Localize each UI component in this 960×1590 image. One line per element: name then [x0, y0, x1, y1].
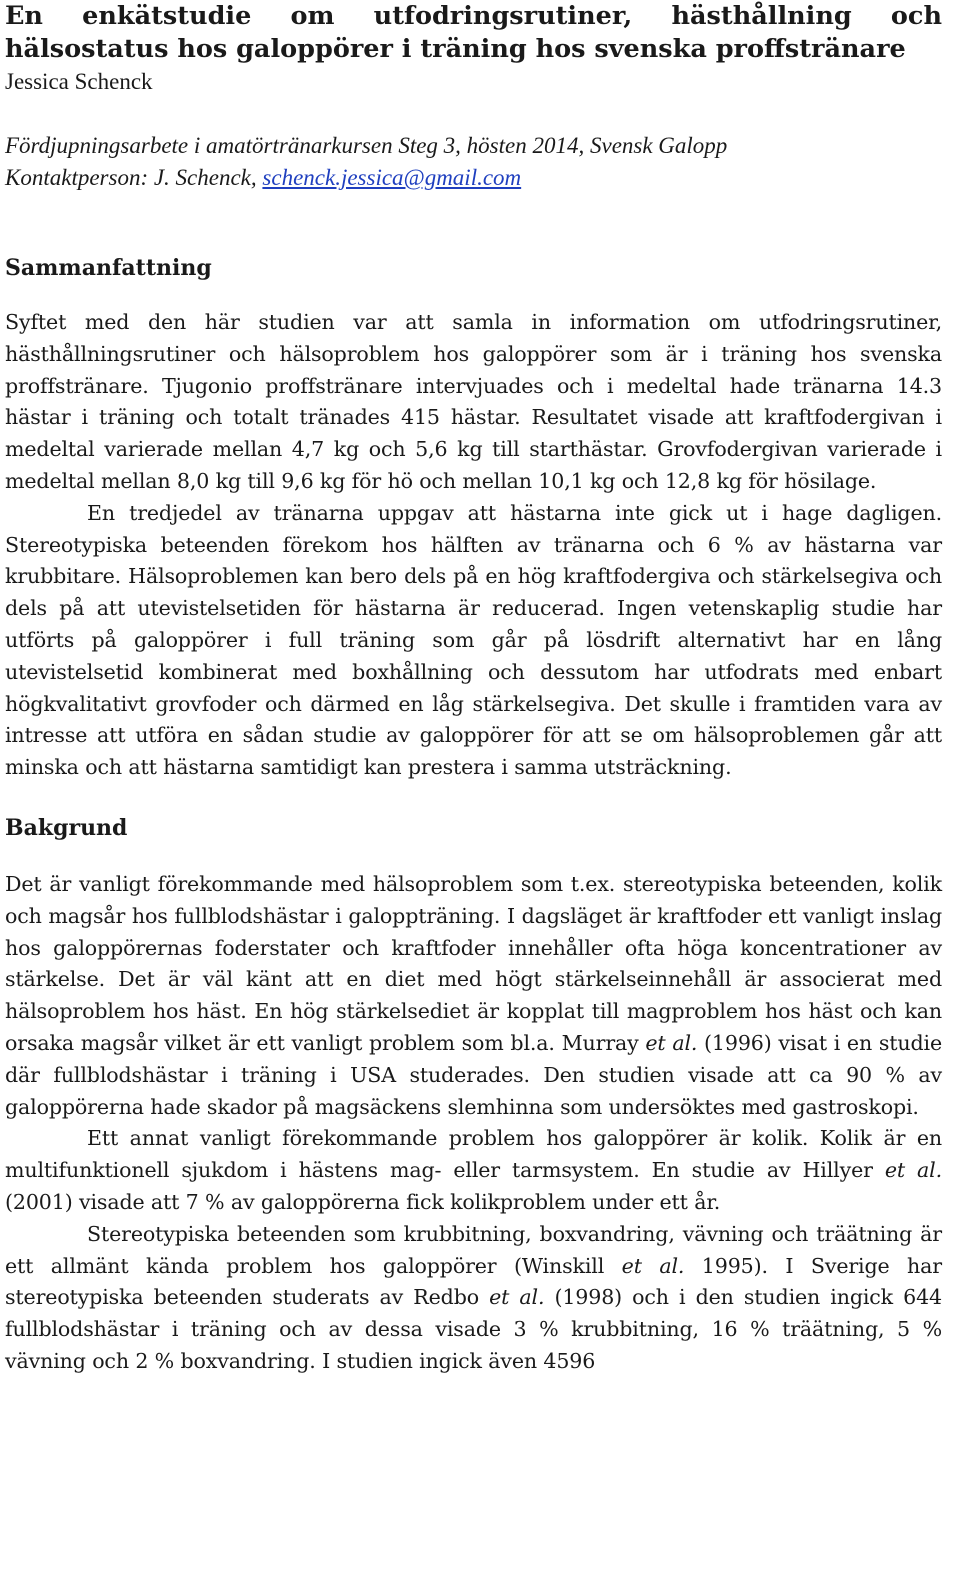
- background-paragraph-3: [5, 1219, 942, 1378]
- author-name: Jessica Schenck: [5, 69, 153, 94]
- document-page: [5, 0, 942, 1378]
- background-paragraph-1: [5, 869, 942, 1123]
- bg-p2-text-a: Ett annat vanligt förekommande problem hos galoppörer är kolik. Kolik är en multifunktionell sjukdom i hästens mag- eller tarmsystem. En studie av Hillyer: [5, 1126, 942, 1183]
- document-title: [5, 0, 942, 66]
- bg-p2-text-b: (2001) visade att 7 % av galoppörerna fick kolikproblem under ett år.: [5, 1189, 721, 1214]
- bg-p3-text-a: Stereotypiska beteenden som krubbitning, boxvandring, vävning och träätning är ett allmänt kända problem hos galoppörer (Winskill: [5, 1221, 942, 1278]
- summary-paragraph-1: Syftet med den här studien var att samla in information om utfodringsrutiner, hästhållningsrutiner och hälsoproblem hos galoppörer som är i träning hos svenska proffstränare. Tjugonio proffstränare intervjuades och i medeltal hade tränarna 14.3 hästar i träning och totalt tränades 415 hästar. Resultatet visade att kraftfodergivan i medeltal varierade mellan 4,7 kg och 5,6 kg till starthästar. Grovfodergivan varierade i medeltal mellan 8,0 kg till 9,6 kg för hö och mellan 10,1 kg och 12,8 kg för hösilage.: [5, 310, 942, 493]
- bg-p2-etal: et al.: [884, 1158, 942, 1183]
- background-paragraph-2: [5, 1123, 942, 1218]
- contact-email-link[interactable]: schenck.jessica@gmail.com: [262, 165, 522, 190]
- summary-paragraph-2: En tredjedel av tränarna uppgav att hästarna inte gick ut i hage dagligen. Stereotypiska beteenden förekom hos hälften av tränarna och 6 % av hästarna var krubbitare. Hälsoproblemen kan bero dels på en hög kraftfodergiva och stärkelsegiva och dels på att utevistelsetiden för hästarna är reducerad. Ingen vetenskaplig studie har utförts på galoppörer i full träning som går på lösdrift alternativt har en lång utevistelsetid kombinerat med boxhållning och dessutom har utfodrats med enbart högkvalitativt grovfoder och därmed en låg stärkelsegiva. Det skulle i framtiden vara av intresse att utföra en sådan studie av galoppörer för att se om hälsoproblemen går att minska och att hästarna samtidigt kan prestera i samma utsträckning.: [5, 500, 942, 780]
- bg-p1-text-a: Det är vanligt förekommande med hälsoproblem som t.ex. stereotypiska beteenden, kolik och magsår hos fullblodshästar i galoppträning. I dagsläget är kraftfoder ett vanligt inslag hos galoppörernas foderstater och kraftfoder innehåller ofta höga koncentrationer av stärkelse. Det är väl känt att en diet med högt stärkelseinnehåll är associerat med hälsoproblem hos häst. En hög stärkelsediet är kopplat till magproblem hos häst och kan orsaka magsår vilket är ett vanligt problem som bl.a. Murray: [5, 871, 942, 1055]
- bg-p1-text-b: (1996) visat i en studie där fullblodshästar i träning i USA studerades. Den studien visade att ca 90 % av galoppörerna hade skador på magsäckens slemhinna som undersöktes med gastroskopi.: [5, 1030, 943, 1119]
- bg-p3-text-b: 1995). I Sverige har stereotypiska beteenden studerats av Redbo: [5, 1253, 942, 1310]
- title-line-2: hälsostatus hos galoppörer i träning hos svenska proffstränare: [5, 34, 906, 64]
- contact-prefix: Kontaktperson: J. Schenck,: [5, 165, 263, 190]
- bg-p3-etal-2: et al.: [489, 1285, 545, 1310]
- title-line-1: En enkätstudie om utfodringsrutiner, hästhållning och: [5, 1, 942, 31]
- background-heading: Bakgrund: [5, 814, 128, 841]
- bg-p3-etal-1: et al.: [621, 1253, 685, 1278]
- bg-p3-text-c: (1998) och i den studien ingick 644 fullblodshästar i träning och av dessa visade 3 % krubbitning, 16 % träätning, 5 % vävning och 2 % boxvandring. I studien ingick även 4596: [5, 1285, 942, 1373]
- summary-heading: Sammanfattning: [5, 255, 212, 281]
- course-info: Fördjupningsarbete i amatörtränarkursen Steg 3, hösten 2014, Svensk Galopp: [5, 133, 728, 158]
- bg-p1-etal: et al.: [645, 1030, 698, 1055]
- contact-line: [5, 162, 942, 194]
